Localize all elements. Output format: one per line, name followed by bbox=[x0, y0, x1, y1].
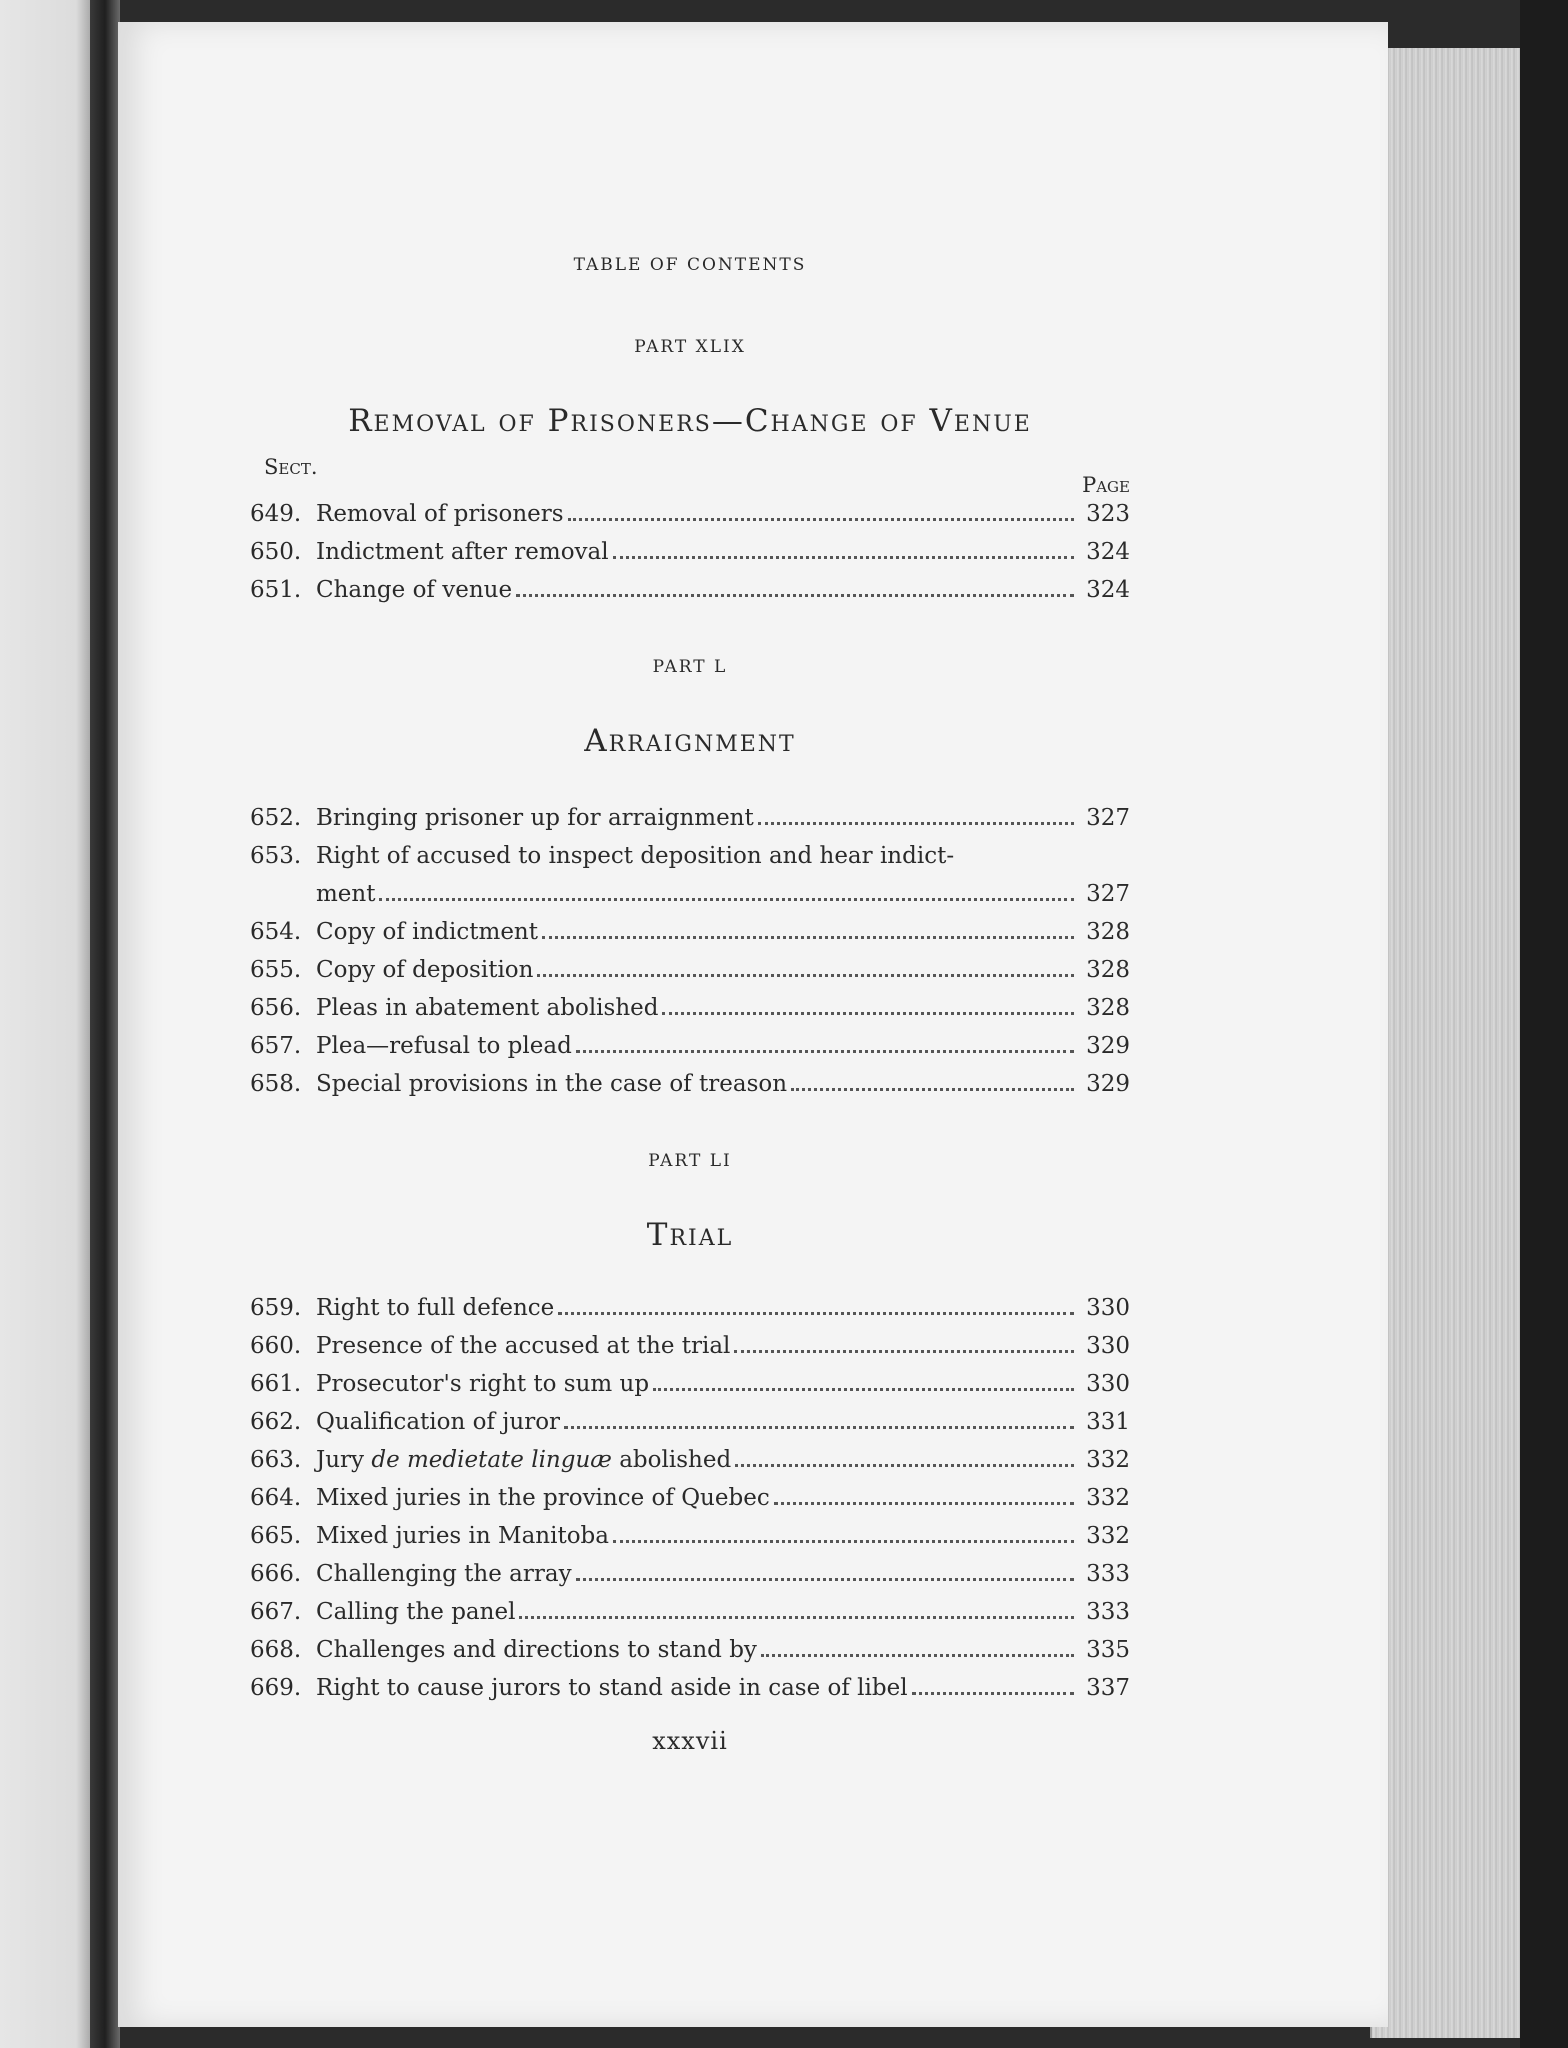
page-number: 329 bbox=[1086, 1033, 1130, 1059]
section-number: 660. bbox=[250, 1333, 302, 1359]
dot-leader bbox=[558, 1312, 1074, 1315]
page-folio: xxxvii bbox=[652, 1727, 728, 1755]
page-number: 323 bbox=[1086, 501, 1130, 527]
toc-entry bbox=[250, 1403, 1130, 1441]
section-number: 665. bbox=[250, 1523, 302, 1549]
page-number: 327 bbox=[1086, 881, 1130, 907]
dot-leader bbox=[613, 1540, 1074, 1543]
page-number: 333 bbox=[1086, 1561, 1130, 1587]
dot-leader bbox=[519, 1616, 1074, 1619]
page-number: 327 bbox=[1086, 805, 1130, 831]
entry-title: Copy of deposition bbox=[316, 957, 534, 983]
dot-leader bbox=[516, 594, 1074, 597]
page-number: 330 bbox=[1086, 1333, 1130, 1359]
entry-title: Indictment after removal bbox=[316, 539, 609, 565]
entry-title: Removal of prisoners bbox=[316, 501, 564, 527]
entry-title bbox=[316, 1441, 731, 1479]
entry-title: Change of venue bbox=[316, 577, 513, 603]
toc-entry bbox=[250, 1441, 1130, 1479]
toc-entry bbox=[250, 1027, 1130, 1065]
toc-entry bbox=[250, 1593, 1130, 1631]
section-number: 654. bbox=[250, 919, 302, 945]
toc-entry bbox=[250, 837, 1130, 875]
entry-title-continued: ment bbox=[316, 881, 376, 907]
page-number: 330 bbox=[1086, 1371, 1130, 1397]
dot-leader bbox=[568, 518, 1074, 521]
page-heading: Page bbox=[1082, 473, 1130, 497]
running-head: TABLE OF CONTENTS bbox=[573, 255, 807, 275]
section-number: 650. bbox=[250, 539, 302, 565]
dot-leader bbox=[537, 974, 1074, 977]
section-number: 649. bbox=[250, 501, 302, 527]
toc-entry bbox=[250, 951, 1130, 989]
section-number: 664. bbox=[250, 1485, 302, 1511]
background-edge bbox=[1520, 0, 1568, 2048]
sect-heading: Sect. bbox=[264, 455, 318, 479]
dot-leader bbox=[758, 822, 1074, 825]
entry-title: Qualification of juror bbox=[316, 1409, 561, 1435]
dot-leader bbox=[912, 1692, 1074, 1695]
page-number: 332 bbox=[1086, 1447, 1130, 1473]
toc-entry bbox=[250, 571, 1130, 609]
entry-title: Copy of indictment bbox=[316, 919, 538, 945]
toc-entry bbox=[250, 1555, 1130, 1593]
page-block-edge bbox=[1370, 48, 1522, 2038]
dot-leader bbox=[653, 1388, 1074, 1391]
part-section bbox=[250, 337, 1130, 609]
section-number: 667. bbox=[250, 1599, 302, 1625]
part-label: PART L bbox=[652, 657, 728, 677]
section-number: 669. bbox=[250, 1675, 302, 1701]
part-title: Removal of Prisoners—Change of Venue bbox=[348, 403, 1032, 439]
entry-title: Special provisions in the case of treason bbox=[316, 1071, 788, 1097]
section-number: 652. bbox=[250, 805, 302, 831]
dot-leader bbox=[791, 1088, 1074, 1091]
page-number: 332 bbox=[1086, 1523, 1130, 1549]
section-number: 655. bbox=[250, 957, 302, 983]
page-number: 328 bbox=[1086, 957, 1130, 983]
section-number: 668. bbox=[250, 1637, 302, 1663]
part-section bbox=[250, 1151, 1130, 1707]
section-number: 659. bbox=[250, 1295, 302, 1321]
entry-title: Right of accused to inspect deposition and hear indict- bbox=[316, 843, 955, 869]
page-number: 324 bbox=[1086, 577, 1130, 603]
page-number: 329 bbox=[1086, 1071, 1130, 1097]
page-number: 331 bbox=[1086, 1409, 1130, 1435]
section-number: 658. bbox=[250, 1071, 302, 1097]
page-number: 333 bbox=[1086, 1599, 1130, 1625]
section-number: 656. bbox=[250, 995, 302, 1021]
toc-entry bbox=[250, 1365, 1130, 1403]
page-number: 324 bbox=[1086, 539, 1130, 565]
entry-title: Calling the panel bbox=[316, 1599, 516, 1625]
entry-title: Prosecutor's right to sum up bbox=[316, 1371, 650, 1397]
spacer bbox=[250, 609, 1130, 657]
part-section bbox=[250, 657, 1130, 1103]
toc-entry bbox=[250, 989, 1130, 1027]
section-number: 653. bbox=[250, 843, 302, 869]
toc-entry bbox=[250, 1669, 1130, 1707]
dot-leader bbox=[576, 1578, 1074, 1581]
entry-title: Bringing prisoner up for arraignment bbox=[316, 805, 754, 831]
section-number: 662. bbox=[250, 1409, 302, 1435]
dot-leader bbox=[542, 936, 1074, 939]
section-number: 657. bbox=[250, 1033, 302, 1059]
section-number: 661. bbox=[250, 1371, 302, 1397]
dot-leader bbox=[576, 1050, 1074, 1053]
book-gutter bbox=[90, 0, 120, 2048]
entry-title: Right to full defence bbox=[316, 1295, 555, 1321]
page-number: 328 bbox=[1086, 919, 1130, 945]
toc-entry bbox=[250, 913, 1130, 951]
dot-leader bbox=[734, 1350, 1074, 1353]
toc-entry bbox=[250, 1327, 1130, 1365]
part-title: Trial bbox=[646, 1217, 734, 1253]
entry-title: Presence of the accused at the trial bbox=[316, 1333, 731, 1359]
entry-title: Right to cause jurors to stand aside in case of libel bbox=[316, 1675, 908, 1701]
toc-entry bbox=[250, 533, 1130, 571]
part-label: PART LI bbox=[648, 1151, 732, 1171]
entry-title: Challenging the array bbox=[316, 1561, 572, 1587]
section-number: 663. bbox=[250, 1447, 302, 1473]
entry-title-post: abolished bbox=[611, 1447, 732, 1473]
entry-title: Mixed juries in Manitoba bbox=[316, 1523, 609, 1549]
part-title: Arraignment bbox=[584, 723, 796, 759]
toc-entry bbox=[250, 1289, 1130, 1327]
spacer bbox=[250, 1103, 1130, 1151]
dot-leader bbox=[379, 898, 1074, 901]
entry-title: Challenges and directions to stand by bbox=[316, 1637, 757, 1663]
entry-title-italic: de medietate linguæ bbox=[371, 1447, 612, 1473]
toc-entry bbox=[250, 1517, 1130, 1555]
page-number: 328 bbox=[1086, 995, 1130, 1021]
dot-leader bbox=[735, 1464, 1074, 1467]
page-number: 330 bbox=[1086, 1295, 1130, 1321]
entry-title: Mixed juries in the province of Quebec bbox=[316, 1485, 770, 1511]
dot-leader bbox=[774, 1502, 1074, 1505]
toc-entry bbox=[250, 495, 1130, 533]
toc-entry bbox=[250, 1479, 1130, 1517]
page-number: 332 bbox=[1086, 1485, 1130, 1511]
part-label: PART XLIX bbox=[634, 337, 746, 357]
page-number: 337 bbox=[1086, 1675, 1130, 1701]
toc-entry bbox=[250, 1631, 1130, 1669]
dot-leader bbox=[761, 1654, 1074, 1657]
toc-entry bbox=[250, 1065, 1130, 1103]
section-number: 666. bbox=[250, 1561, 302, 1587]
toc-entry bbox=[250, 799, 1130, 837]
dot-leader bbox=[613, 556, 1074, 559]
dot-leader bbox=[662, 1012, 1074, 1015]
toc-content bbox=[250, 255, 1130, 1755]
section-number: 651. bbox=[250, 577, 302, 603]
dot-leader bbox=[564, 1426, 1074, 1429]
entry-title: Plea—refusal to plead bbox=[316, 1033, 572, 1059]
entry-title: Pleas in abatement abolished bbox=[316, 995, 659, 1021]
column-headings bbox=[250, 455, 1130, 495]
facing-page-edge bbox=[0, 0, 95, 2048]
entry-title-pre: Jury bbox=[316, 1447, 372, 1473]
toc-entry-continuation bbox=[250, 875, 1130, 913]
page-number: 335 bbox=[1086, 1637, 1130, 1663]
